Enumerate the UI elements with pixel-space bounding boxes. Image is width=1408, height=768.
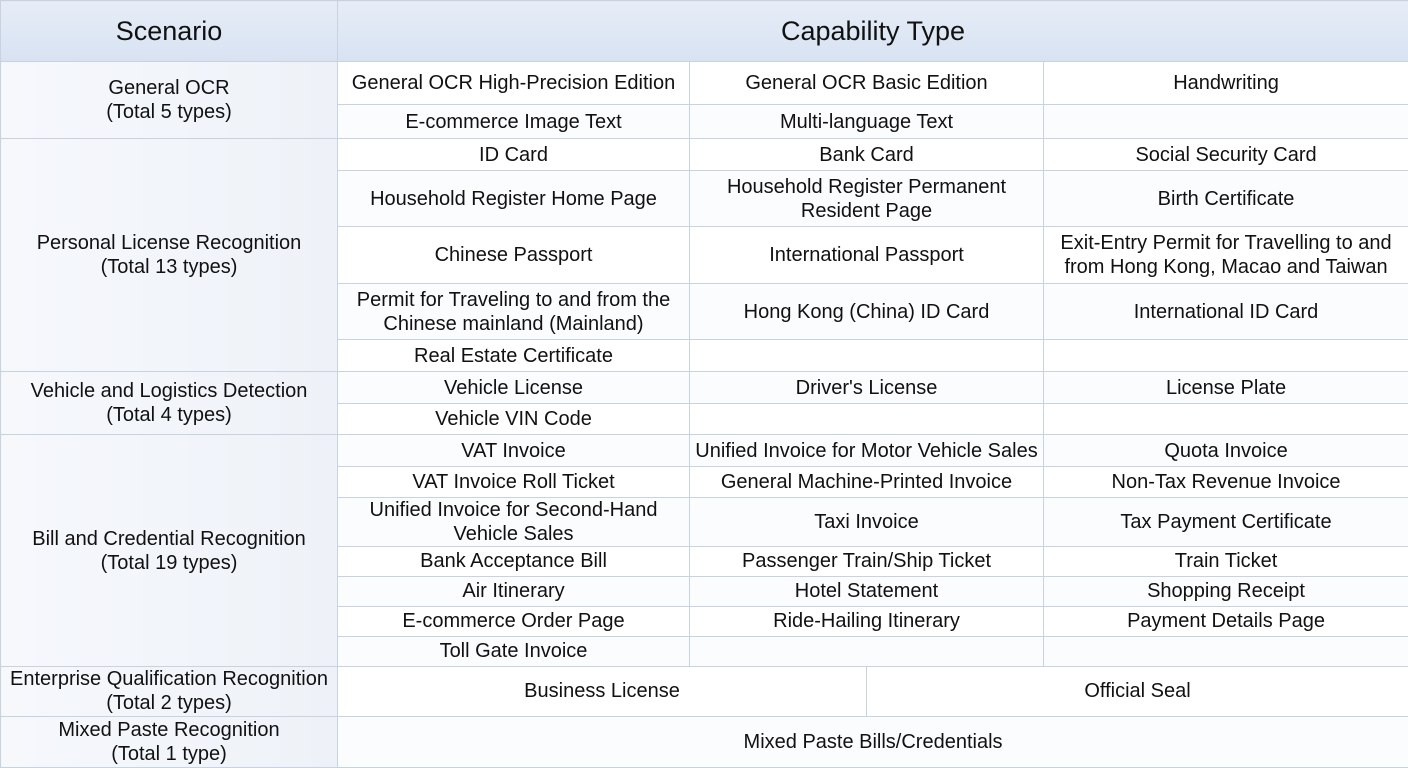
- capability-label: Official Seal: [1084, 680, 1191, 703]
- capability-label: General OCR High-Precision Edition: [351, 72, 676, 95]
- capability-label: Driver's License: [795, 376, 938, 399]
- table-row: [1, 139, 1408, 171]
- capability-label: Household Register Home Page: [370, 187, 657, 210]
- capability-label: Vehicle VIN Code: [435, 408, 592, 431]
- capability-cell: [1044, 636, 1408, 666]
- capability-cell: [690, 546, 1044, 576]
- capability-cell: [1044, 546, 1408, 576]
- capability-cell: [338, 716, 1408, 767]
- capability-label: Hotel Statement: [794, 580, 939, 603]
- capability-cell: [690, 139, 1044, 171]
- scenario-label: Enterprise Qualification Recognition: [10, 668, 328, 691]
- capability-cell: [690, 404, 1044, 435]
- scenario-cell: [1, 372, 338, 435]
- capability-cell: [690, 606, 1044, 636]
- capability-label: VAT Invoice: [461, 439, 566, 462]
- capability-label: Air Itinerary: [462, 580, 565, 603]
- capability-label: Chinese Passport: [434, 244, 593, 267]
- capability-label: General Machine-Printed Invoice: [720, 471, 1013, 493]
- table-row: [1, 372, 1408, 404]
- capability-cell: [338, 284, 690, 340]
- capability-label: E-commerce Order Page: [402, 610, 625, 633]
- scenario-cell: [1, 62, 338, 139]
- capability-label: Vehicle License: [444, 376, 583, 399]
- capability-cell: [1044, 435, 1408, 467]
- capability-label: Shopping Receipt: [1147, 580, 1305, 603]
- capability-label: E-commerce Image Text: [405, 110, 622, 133]
- capability-label: VAT Invoice Roll Ticket: [412, 471, 615, 493]
- capability-label: Hong Kong (China) ID Card: [743, 300, 990, 323]
- capability-cell: [690, 340, 1044, 372]
- capability-cell: [1044, 372, 1408, 404]
- capability-cell: [1044, 404, 1408, 435]
- scenario-type-count: (Total 2 types): [106, 692, 232, 715]
- capability-cell: [690, 171, 1044, 227]
- capability-label: General OCR Basic Edition: [745, 72, 988, 95]
- capability-label: Business License: [524, 680, 680, 703]
- capability-label: Bank Acceptance Bill: [420, 550, 607, 573]
- capability-cell: [338, 227, 690, 284]
- capability-cell: [690, 497, 1044, 546]
- capability-cell: [1044, 467, 1408, 497]
- capability-cell: [1044, 227, 1408, 284]
- capability-cell: [338, 497, 690, 546]
- capability-label: Taxi Invoice: [814, 510, 919, 533]
- capability-label: Household Register Permanent Resident Page: [726, 175, 1007, 222]
- capability-cell: [1044, 171, 1408, 227]
- capability-cell: [338, 105, 690, 139]
- capability-cell: [690, 435, 1044, 467]
- capability-label: Ride-Hailing Itinerary: [773, 610, 960, 633]
- scenario-cell: [1, 435, 338, 666]
- capability-cell: [338, 467, 690, 497]
- capability-label: International ID Card: [1133, 300, 1319, 323]
- scenario-label: Mixed Paste Recognition: [58, 718, 280, 741]
- capability-label: Handwriting: [1173, 72, 1279, 95]
- capability-cell: [338, 372, 690, 404]
- capability-label: Train Ticket: [1174, 550, 1278, 573]
- capability-cell: [867, 666, 1408, 716]
- capability-label: Real Estate Certificate: [414, 344, 613, 367]
- capability-cell: [338, 666, 867, 716]
- capability-label: Exit-Entry Permit for Travelling to and from Hong Kong, Macao and Taiwan: [1060, 232, 1392, 279]
- capability-cell: [690, 372, 1044, 404]
- capability-cell: [338, 139, 690, 171]
- capability-cell: [690, 227, 1044, 284]
- capability-cell: [338, 404, 690, 435]
- capability-label: Non-Tax Revenue Invoice: [1111, 471, 1341, 493]
- table-row: [1, 435, 1408, 467]
- scenario-label: General OCR: [108, 77, 230, 100]
- capability-cell: [1044, 576, 1408, 606]
- capability-cell: [1044, 497, 1408, 546]
- capability-cell: [1044, 340, 1408, 372]
- scenario-label: Bill and Credential Recognition: [32, 527, 306, 550]
- capability-cell: [690, 105, 1044, 139]
- table-row: [1, 716, 1408, 767]
- capability-cell: [338, 435, 690, 467]
- capability-label: Birth Certificate: [1157, 187, 1295, 210]
- capability-cell: [690, 576, 1044, 606]
- capability-label: Permit for Traveling to and from the Chinese mainland (Mainland): [356, 288, 671, 335]
- capability-label: Unified Invoice for Second-Hand Vehicle Sales: [369, 498, 658, 545]
- capability-label: Unified Invoice for Motor Vehicle Sales: [695, 439, 1038, 462]
- scenario-type-count: (Total 5 types): [106, 101, 232, 124]
- capability-cell: [338, 636, 690, 666]
- capability-cell: [338, 62, 690, 105]
- scenario-type-count: (Total 1 type): [111, 742, 227, 765]
- capability-cell: [338, 576, 690, 606]
- capability-cell: [1044, 284, 1408, 340]
- capability-label: Mixed Paste Bills/Credentials: [743, 730, 1003, 753]
- scenario-label: Vehicle and Logistics Detection: [30, 380, 308, 403]
- capability-cell: [690, 467, 1044, 497]
- capability-label: Social Security Card: [1135, 143, 1317, 166]
- capability-label: Passenger Train/Ship Ticket: [741, 550, 991, 573]
- capability-label: Bank Card: [819, 143, 914, 166]
- capability-label: Payment Details Page: [1127, 610, 1325, 633]
- scenario-cell: [1, 666, 338, 716]
- scenario-type-count: (Total 19 types): [100, 551, 238, 574]
- capability-cell: [1044, 105, 1408, 139]
- scenario-type-count: (Total 13 types): [100, 256, 238, 279]
- capability-cell: [338, 340, 690, 372]
- capability-cell: [338, 171, 690, 227]
- capability-label: License Plate: [1165, 376, 1287, 399]
- scenario-header: Scenario: [1, 1, 338, 62]
- capability-cell: [1044, 606, 1408, 636]
- capability-label: Quota Invoice: [1164, 439, 1288, 462]
- scenario-cell: [1, 716, 338, 767]
- capability-label: International Passport: [769, 244, 964, 267]
- capability-cell: [690, 62, 1044, 105]
- capability-cell: [690, 636, 1044, 666]
- capability-cell: [690, 284, 1044, 340]
- capability-label: Tax Payment Certificate: [1120, 510, 1332, 533]
- capability-cell: [338, 606, 690, 636]
- capability-type-header: Capability Type: [338, 1, 1408, 62]
- table-row: [1, 62, 1408, 105]
- scenario-cell: [1, 139, 338, 372]
- scenario-type-count: (Total 4 types): [106, 404, 232, 427]
- capability-label: Toll Gate Invoice: [439, 640, 588, 663]
- capability-cell: [1044, 139, 1408, 171]
- capability-label: ID Card: [479, 143, 548, 166]
- table-row: [1, 666, 1408, 716]
- capability-cell: [1044, 62, 1408, 105]
- scenario-label: Personal License Recognition: [36, 232, 302, 255]
- capability-label: Multi-language Text: [779, 110, 954, 133]
- table-body: [1, 62, 1408, 768]
- capability-cell: [338, 546, 690, 576]
